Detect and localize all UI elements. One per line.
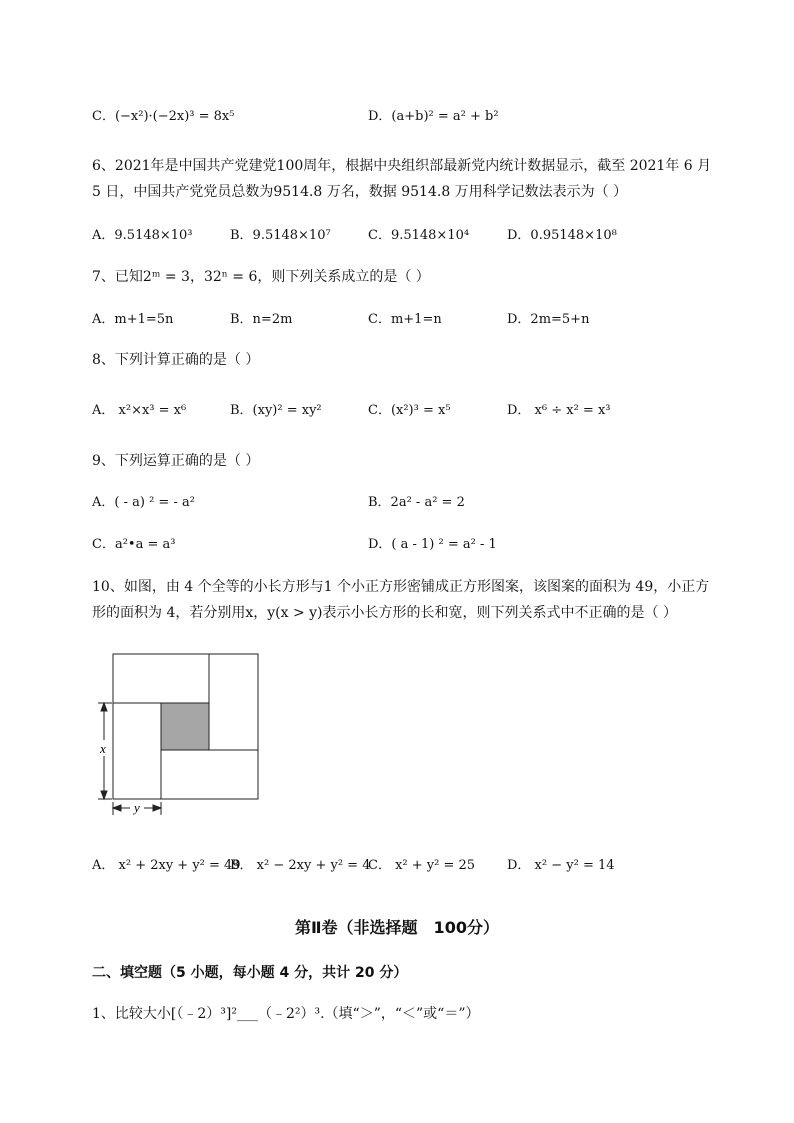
fill-question-1: 1、比较大小[（﹣2）³]²___（﹣2²）³.（填“＞”，“＜”或“＝”）	[92, 1006, 480, 1022]
q10-option-a: A． x² + 2xy + y² = 49	[92, 858, 241, 873]
q7-option-c: C．m+1=n	[368, 312, 442, 327]
q10-option-b: B． x² − 2xy + y² = 4	[230, 858, 371, 873]
q5-option-d: D．(a+b)² = a² + b²	[368, 109, 499, 124]
q10-figure	[90, 650, 270, 820]
rect-bottom	[161, 750, 258, 799]
q7-stem: 7、已知2ᵐ = 3，32ⁿ = 6，则下列关系成立的是（ ）	[92, 269, 430, 285]
q10-option-c: C． x² + y² = 25	[368, 858, 476, 873]
rect-top	[113, 654, 209, 703]
q6-stem-line2: 5 日，中国共产党党员总数为9514.8 万名，数据 9514.8 万用科学记数法表示为（ ）	[92, 184, 628, 200]
q6-option-d: D．0.95148×10⁸	[507, 228, 617, 243]
section-title: 第Ⅱ卷（非选择题 100分）	[295, 918, 499, 937]
q9-option-c: C．a²•a = a³	[92, 537, 176, 552]
x-label: x	[100, 741, 106, 756]
q8-stem: 8、下列计算正确的是（ ）	[92, 352, 260, 368]
q6-option-c: C．9.5148×10⁴	[368, 228, 470, 243]
rect-right	[209, 654, 258, 750]
center-square	[161, 703, 209, 750]
q7-option-b: B．n=2m	[230, 312, 293, 327]
q9-option-b: B．2a² - a² = 2	[368, 495, 465, 510]
q9-stem: 9、下列运算正确的是（ ）	[92, 453, 260, 469]
q9-option-d: D．( a - 1) ² = a² - 1	[368, 537, 497, 552]
q6-option-b: B．9.5148×10⁷	[230, 228, 331, 243]
q8-option-c: C．(x²)³ = x⁵	[368, 403, 451, 418]
subsection-heading: 二、填空题（5 小题，每小题 4 分，共计 20 分）	[92, 965, 408, 981]
q9-option-a: A．( - a) ² = - a²	[92, 495, 195, 510]
q10-stem-line1: 10、如图，由 4 个全等的小长方形与1 个小正方形密铺成正方形图案，该图案的面积为 49，小正方	[92, 579, 710, 595]
y-label: y	[134, 800, 140, 815]
q6-option-a: A．9.5148×10³	[92, 228, 193, 243]
q8-option-b: B．(xy)² = xy²	[230, 403, 322, 418]
q7-option-a: A．m+1=5n	[92, 312, 174, 327]
q8-option-d: D． x⁶ ÷ x² = x³	[507, 403, 611, 418]
q8-option-a: A． x²×x³ = x⁶	[92, 403, 187, 418]
rect-left	[113, 703, 161, 799]
q10-stem-line2: 形的面积为 4，若分别用x，y(x > y)表示小长方形的长和宽，则下列关系式中不正确的是（ ）	[92, 605, 677, 621]
q5-option-c: C．(−x²)·(−2x)³ = 8x⁵	[92, 109, 235, 124]
q10-option-d: D． x² − y² = 14	[507, 858, 615, 873]
q7-option-d: D．2m=5+n	[507, 312, 590, 327]
q6-stem-line1: 6、2021年是中国共产党建党100周年，根据中央组织部最新党内统计数据显示，截至 2021年 6 月	[92, 158, 712, 174]
